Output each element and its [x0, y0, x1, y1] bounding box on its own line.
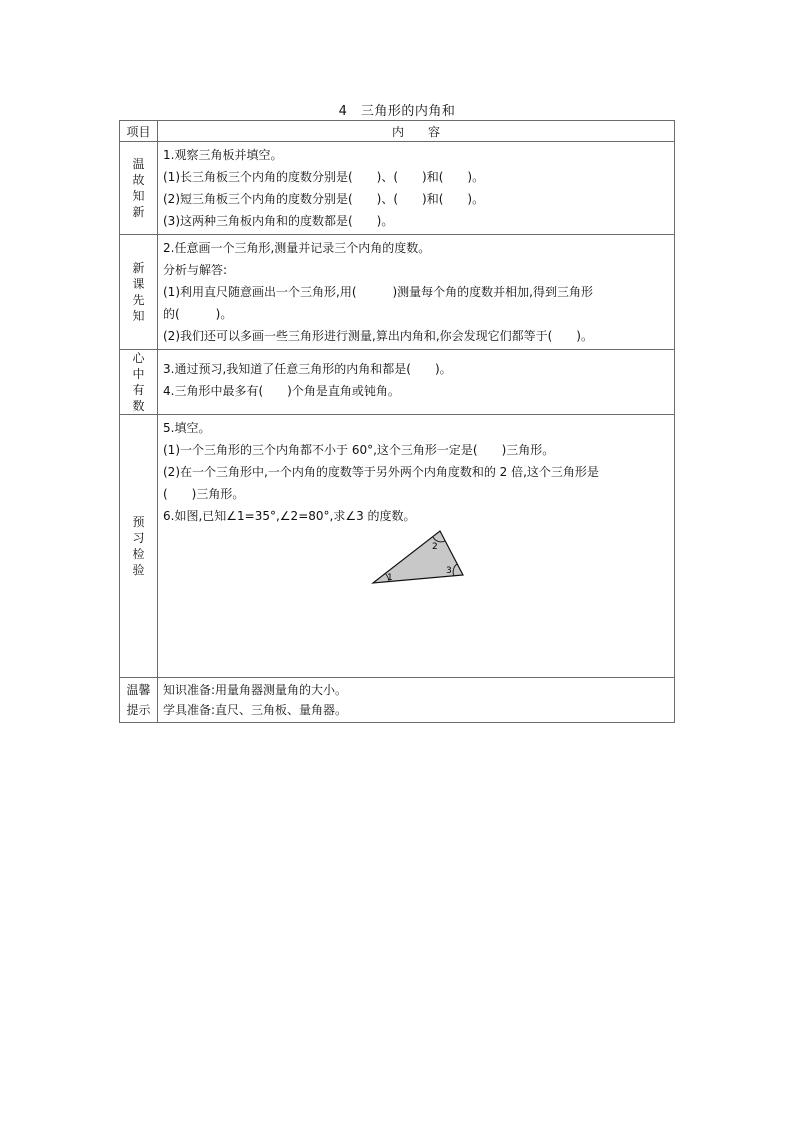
section-label: 预 习 检 验 — [120, 415, 158, 678]
angle-label-2: 2 — [432, 542, 438, 552]
table-header-row — [120, 121, 675, 142]
section-content — [158, 235, 675, 350]
question-1-2: (2)短三角板三个内角的度数分别是( )、( )和( )。 — [163, 192, 485, 206]
preview-table — [119, 120, 675, 723]
question-3: 3.通过预习,我知道了任意三角形的内角和都是( )。 — [163, 362, 452, 376]
analysis-1: (1)利用直尺随意画出一个三角形,用( )测量每个角的度数并相加,得到三角形 — [163, 285, 593, 299]
analysis-2: (2)我们还可以多画一些三角形进行测量,算出内角和,你会发现它们都等于( )。 — [163, 329, 593, 343]
section-review — [120, 142, 675, 235]
section-content — [158, 142, 675, 235]
section-label: 温 故 知 新 — [120, 142, 158, 235]
angle-label-1: 1 — [387, 573, 393, 583]
analysis-1-cont: 的( )。 — [163, 307, 233, 321]
section-label: 新 课 先 知 — [120, 235, 158, 350]
section-practice — [120, 415, 675, 678]
question-5-1: (1)一个三角形的三个内角都不小于 60°,这个三角形一定是( )三角形。 — [163, 443, 555, 457]
question-2: 2.任意画一个三角形,测量并记录三个内角的度数。 — [163, 241, 431, 255]
tip-knowledge: 知识准备:用量角器测量角的大小。 — [163, 683, 348, 697]
section-content — [158, 415, 675, 678]
section-label: 心 中 有 数 — [120, 350, 158, 415]
question-5-2: (2)在一个三角形中,一个内角的度数等于另外两个内角度数和的 2 倍,这个三角形是 — [163, 465, 599, 479]
triangle-diagram — [368, 527, 468, 597]
tips-content — [158, 678, 675, 723]
triangle-figure — [163, 527, 668, 675]
section-self-check — [120, 350, 675, 415]
tip-tools: 学具准备:直尺、三角板、量角器。 — [163, 703, 348, 717]
header-content: 内 容 — [158, 121, 675, 142]
header-item: 项目 — [120, 121, 158, 142]
question-1-1: (1)长三角板三个内角的度数分别是( )、( )和( )。 — [163, 170, 485, 184]
section-new-lesson — [120, 235, 675, 350]
page-title: 4 三角形的内角和 — [338, 104, 456, 119]
section-tips — [120, 678, 675, 723]
question-1-3: (3)这两种三角板内角和的度数都是( )。 — [163, 214, 394, 228]
question-4: 4.三角形中最多有( )个角是直角或钝角。 — [163, 384, 400, 398]
analysis-heading: 分析与解答: — [163, 263, 228, 277]
question-5-2-cont: ( )三角形。 — [163, 487, 245, 501]
section-content — [158, 350, 675, 415]
question-6: 6.如图,已知∠1=35°,∠2=80°,求∠3 的度数。 — [163, 509, 416, 523]
question-1: 1.观察三角板并填空。 — [163, 148, 283, 162]
tips-label: 温馨 提示 — [120, 678, 158, 723]
question-5: 5.填空。 — [163, 421, 211, 435]
angle-label-3: 3 — [446, 566, 452, 576]
